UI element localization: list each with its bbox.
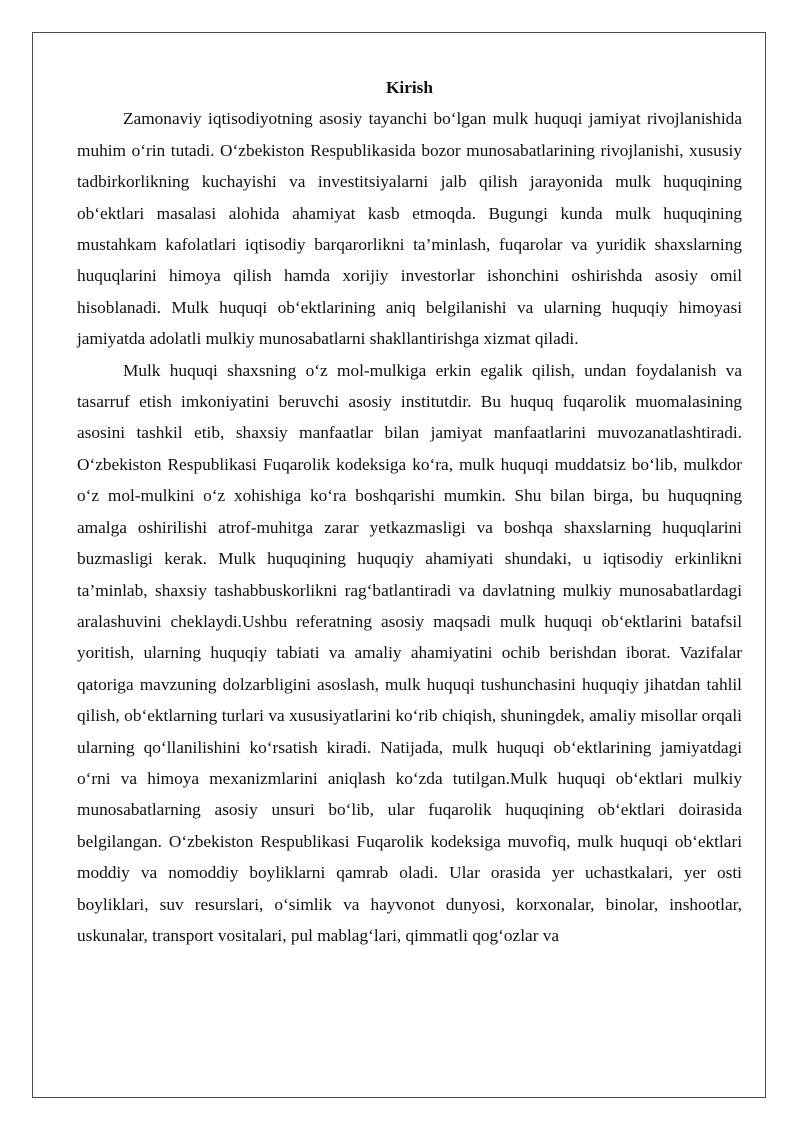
- paragraph-introduction: Zamonaviy iqtisodiyotning asosiy tayanchi bo‘lgan mulk huquqi jamiyat rivojlanishida muhim o‘rin tutadi. O‘zbekiston Respublikasida bozor munosabatlarining rivojlanishi, xususiy tadbirkorlikning kuchayishi va investitsiyalarni jalb qilish jarayonida mulk huquqining ob‘ektlari masalasi alohida ahamiyat kasb etmoqda. Bugungi kunda mulk huquqining mustahkam kafolatlari iqtisodiy barqarorlikni ta’minlash, fuqarolar va yuridik shaxslarning huquqlarini himoya qilish hamda xorijiy investorlar ishonchini oshirishda asosiy omil hisoblanadi. Mulk huquqi ob‘ektlarining aniq belgilanishi va ularning huquqiy himoyasi jamiyatda adolatli mulkiy munosabatlarni shakllantirishga xizmat qiladi.: [77, 109, 742, 349]
- paragraph-property-rights: Mulk huquqi shaxsning o‘z mol-mulkiga erkin egalik qilish, undan foydalanish va tasarruf etish imkoniyatini beruvchi asosiy institutdir. Bu huquq fuqarolik muomalasining asosini tashkil etib, shaxsiy manfaatlar bilan jamiyat manfaatlarini muvozanatlashtiradi. O‘zbekiston Respublikasi Fuqarolik kodeksiga ko‘ra, mulk huquqi muddatsiz bo‘lib, mulkdor o‘z mol-mulkini o‘z xohishiga ko‘ra boshqarishi mumkin. Shu bilan birga, bu huquqning amalga oshirilishi atrof-muhitga zarar yetkazmasligi va boshqa shaxslarning huquqlarini buzmasligi kerak. Mulk huquqining huquqiy ahamiyati shundaki, u iqtisodiy erkinlikni ta’minlab, shaxsiy tashabbuskorlikni rag‘batlantiradi va davlatning mulkiy munosabatlardagi aralashuvini cheklaydi.Ushbu referatning asosiy maqsadi mulk huquqi ob‘ektlarini batafsil yoritish, ularning huquqiy tabiati va amaliy ahamiyatini ochib berishdan iborat. Vazifalar qatoriga mavzuning dolzarbligini asoslash, mulk huquqi tushunchasini huquqiy jihatdan tahlil qilish, ob‘ektlarning turlari va xususiyatlarini ko‘rib chiqish, shuningdek, amaliy misollar orqali ularning qo‘llanilishini ko‘rsatish kiradi. Natijada, mulk huquqi ob‘ektlarining jamiyatdagi o‘rni va himoya mexanizmlarini aniqlash ko‘zda tutilgan.Mulk huquqi ob‘ektlari mulkiy munosabatlarning asosiy unsuri bo‘lib, ular fuqarolik huquqining ob‘ektlari doirasida belgilangan. O‘zbekiston Respublikasi Fuqarolik kodeksiga muvofiq, mulk huquqi ob‘ektlari moddiy va nomoddiy boyliklarni qamrab oladi. Ular orasida yer uchastkalari, yer osti boyliklari, suv resurslari, o‘simlik va hayvonot dunyosi, korxonalar, binolar, inshootlar, uskunalar, transport vositalari, pul mablag‘lari, qimmatli qog‘ozlar va: [77, 360, 742, 945]
- section-title: Kirish: [385, 78, 434, 97]
- document-body: [77, 72, 742, 951]
